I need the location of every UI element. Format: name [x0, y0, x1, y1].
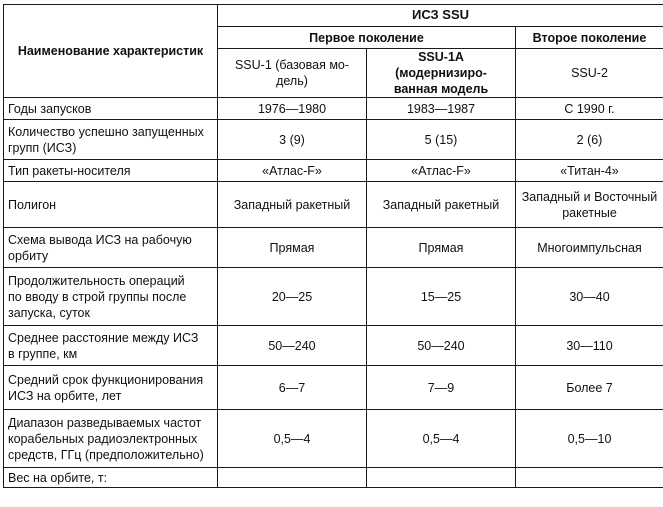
cell-ssu2: Западный и Восточный ракетные: [516, 182, 663, 228]
row-label: Годы запусков: [4, 98, 218, 120]
cell-ssu1a: 15—25: [367, 268, 516, 326]
cell-ssu1: 6—7: [218, 366, 367, 410]
row-label: Диапазон разведываемых частот корабельных радиоэлектронных средств, ГГц (предположительно): [4, 410, 218, 468]
cell-ssu1a: 50—240: [367, 326, 516, 366]
table-row: [4, 182, 663, 228]
cell-ssu2: Более 7: [516, 366, 663, 410]
row-label: Среднее расстояние между ИСЗ в группе, км: [4, 326, 218, 366]
characteristics-label: Наименование характеристик: [17, 44, 204, 58]
cell-ssu1: 1976—1980: [218, 98, 367, 120]
cell-ssu1: 20—25: [218, 268, 367, 326]
table-row: [4, 160, 663, 182]
table-row: [4, 228, 663, 268]
cell-ssu2: С 1990 г.: [516, 98, 663, 120]
row-label: Вес на орбите, т:: [4, 468, 218, 488]
row-label: Количество успешно запущенных групп (ИСЗ): [4, 120, 218, 160]
cell-ssu2: 0,5—10: [516, 410, 663, 468]
row-label: Полигон: [4, 182, 218, 228]
cell-ssu1a: 7—9: [367, 366, 516, 410]
cell-ssu1: 0,5—4: [218, 410, 367, 468]
ssu-spec-table: [3, 4, 663, 488]
cell-ssu1: 50—240: [218, 326, 367, 366]
cell-ssu2: 30—110: [516, 326, 663, 366]
table-row: [4, 326, 663, 366]
cell-ssu2: Многоимпульсная: [516, 228, 663, 268]
model-ssu2: SSU-2: [516, 49, 663, 98]
cell-ssu1a: 0,5—4: [367, 410, 516, 468]
model-ssu1: SSU-1 (базовая мо- дель): [218, 49, 367, 98]
system-title: ИСЗ SSU: [218, 5, 663, 27]
table-row: [4, 98, 663, 120]
cell-ssu1: 3 (9): [218, 120, 367, 160]
row-label: Схема вывода ИСЗ на рабочую орбиту: [4, 228, 218, 268]
cell-ssu1: Прямая: [218, 228, 367, 268]
cell-ssu1a: 5 (15): [367, 120, 516, 160]
cell-ssu2: 30—40: [516, 268, 663, 326]
row-label: Продолжительность операций по вводу в строй группы после запуска, суток: [4, 268, 218, 326]
cell-ssu1a: Западный ракетный: [367, 182, 516, 228]
cell-ssu1: «Атлас-F»: [218, 160, 367, 182]
cell-ssu1a: Прямая: [367, 228, 516, 268]
row-label: Тип ракеты-носителя: [4, 160, 218, 182]
table-row: [4, 366, 663, 410]
cell-ssu1a: 1983—1987: [367, 98, 516, 120]
row-label: Средний срок функционирования ИСЗ на орбите, лет: [4, 366, 218, 410]
gen1-header: Первое поколение: [218, 27, 516, 49]
cell-ssu2: [516, 468, 663, 488]
cell-ssu2: 2 (6): [516, 120, 663, 160]
cell-ssu2: «Титан-4»: [516, 160, 663, 182]
cell-ssu1a: «Атлас-F»: [367, 160, 516, 182]
gen2-header: Второе поколение: [516, 27, 663, 49]
table-row: [4, 268, 663, 326]
characteristics-header: [4, 5, 218, 98]
table-row: [4, 120, 663, 160]
cell-ssu1: Западный ракетный: [218, 182, 367, 228]
model-ssu1a: SSU-1A (модернизиро- ванная модель: [367, 49, 516, 98]
table-row: [4, 468, 663, 488]
cell-ssu1: [218, 468, 367, 488]
table-row: [4, 410, 663, 468]
cell-ssu1a: [367, 468, 516, 488]
header-row-system: [4, 5, 663, 27]
